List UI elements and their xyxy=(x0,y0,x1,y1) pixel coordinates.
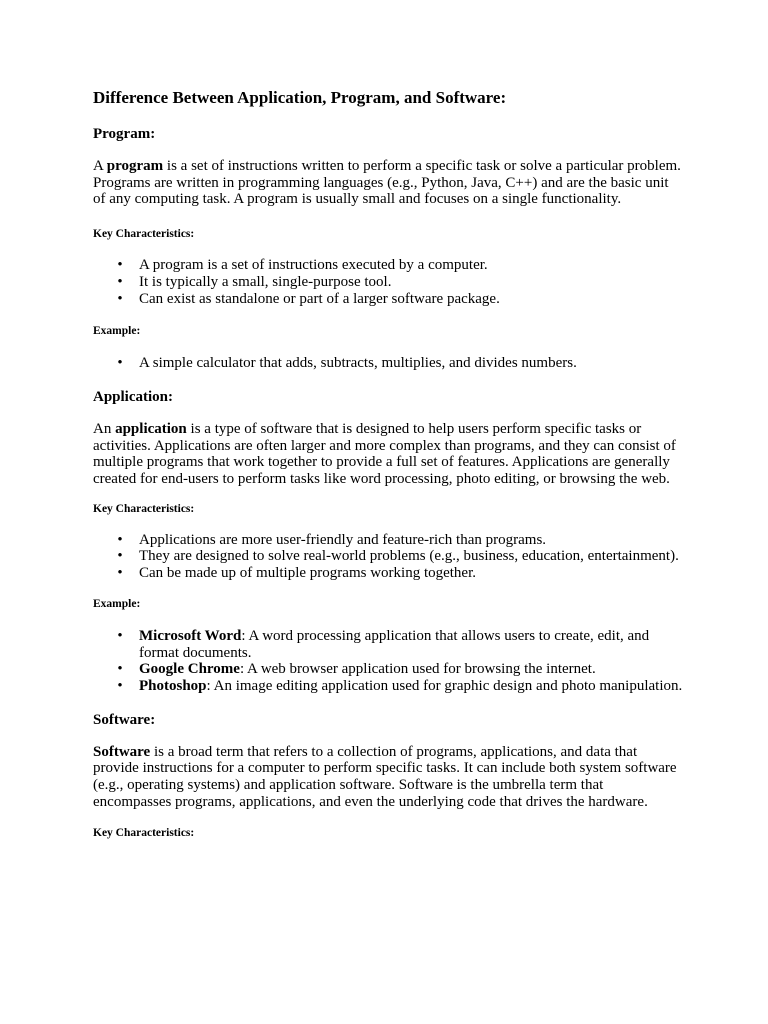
bullet-icon: • xyxy=(117,257,123,274)
example-name: Microsoft Word xyxy=(139,627,242,644)
program-term: program xyxy=(106,158,164,174)
example-name: Photoshop xyxy=(139,677,207,694)
program-key-characteristics-heading: Key Characteristics: xyxy=(93,228,195,241)
software-intro-post: is a broad term that refers to a collection of programs, applications, and data that provide instructions for a computer to perform specific tasks. It can include both system software (e.g., operating systems) and application software. Software is the umbrella term that encompasses programs, applications, and even the underlying code that drives the hardware. xyxy=(93,743,677,810)
software-heading: Software: xyxy=(93,711,156,728)
application-intro-pre: An xyxy=(93,420,116,437)
application-examples-list xyxy=(93,628,683,695)
program-intro-pre: A xyxy=(93,158,107,174)
program-example-heading: Example: xyxy=(93,325,141,338)
program-characteristics-list xyxy=(93,257,683,307)
document-title: Difference Between Application, Program, and Software: xyxy=(93,88,507,107)
application-intro-post: is a type of software that is designed to help users perform specific tasks or activities. Applications are often larger and more complex than programs, and they can consist of multiple programs that work together to provide a full set of features. Applications are generally created for end-users to perform tasks like word processing, photo editing, or browsing the web. xyxy=(93,420,676,488)
application-characteristics-list xyxy=(93,532,683,582)
application-example-heading: Example: xyxy=(93,597,141,610)
list-item-text: A program is a set of instructions executed by a computer. xyxy=(139,257,488,274)
list-item-text: A simple calculator that adds, subtracts, multiplies, and divides numbers. xyxy=(139,355,577,372)
list-item xyxy=(93,661,683,678)
list-item-text: Can exist as standalone or part of a larger software package. xyxy=(139,290,500,307)
list-item xyxy=(93,291,683,308)
example-description: : A word processing application that allows users to create, edit, and format documents. xyxy=(139,627,650,661)
bullet-icon: • xyxy=(117,355,123,372)
list-item xyxy=(93,257,683,274)
list-item-text: Can be made up of multiple programs working together. xyxy=(139,565,477,582)
program-heading: Program: xyxy=(93,126,156,142)
list-item-text: They are designed to solve real-world problems (e.g., business, education, entertainment). xyxy=(139,548,679,565)
example-name: Google Chrome xyxy=(139,661,240,678)
bullet-icon: • xyxy=(117,677,123,694)
example-description: : A web browser application used for browsing the internet. xyxy=(239,661,596,678)
software-term: Software xyxy=(93,743,151,760)
bullet-icon: • xyxy=(117,565,123,582)
program-definition xyxy=(93,158,683,208)
software-key-characteristics-heading: Key Characteristics: xyxy=(93,827,195,840)
application-heading: Application: xyxy=(93,388,174,405)
list-item-text: It is typically a small, single-purpose tool. xyxy=(139,273,392,290)
application-term: application xyxy=(115,420,187,437)
application-key-characteristics-heading: Key Characteristics: xyxy=(93,502,195,515)
bullet-icon: • xyxy=(117,661,123,678)
list-item xyxy=(93,628,683,661)
list-item xyxy=(93,548,683,565)
bullet-icon: • xyxy=(117,531,123,548)
bullet-icon: • xyxy=(117,290,123,307)
document-page xyxy=(93,87,683,856)
list-item xyxy=(93,565,683,582)
list-item-text: Applications are more user-friendly and feature-rich than programs. xyxy=(139,531,547,548)
list-item xyxy=(93,678,683,695)
application-definition xyxy=(93,421,683,488)
bullet-icon: • xyxy=(117,548,123,565)
list-item xyxy=(93,355,683,372)
program-examples-list xyxy=(93,355,683,372)
list-item xyxy=(93,532,683,549)
list-item xyxy=(93,274,683,291)
program-intro-post: is a set of instructions written to perform a specific task or solve a particular problem. Programs are written in programming languages (e.g., Python, Java, C++) and are the basic unit of any computing task. A program is usually small and focuses on a single functionality. xyxy=(93,158,681,208)
software-definition xyxy=(93,744,683,811)
bullet-icon: • xyxy=(117,273,123,290)
bullet-icon: • xyxy=(117,627,123,644)
example-description: : An image editing application used for graphic design and photo manipulation. xyxy=(206,677,683,694)
